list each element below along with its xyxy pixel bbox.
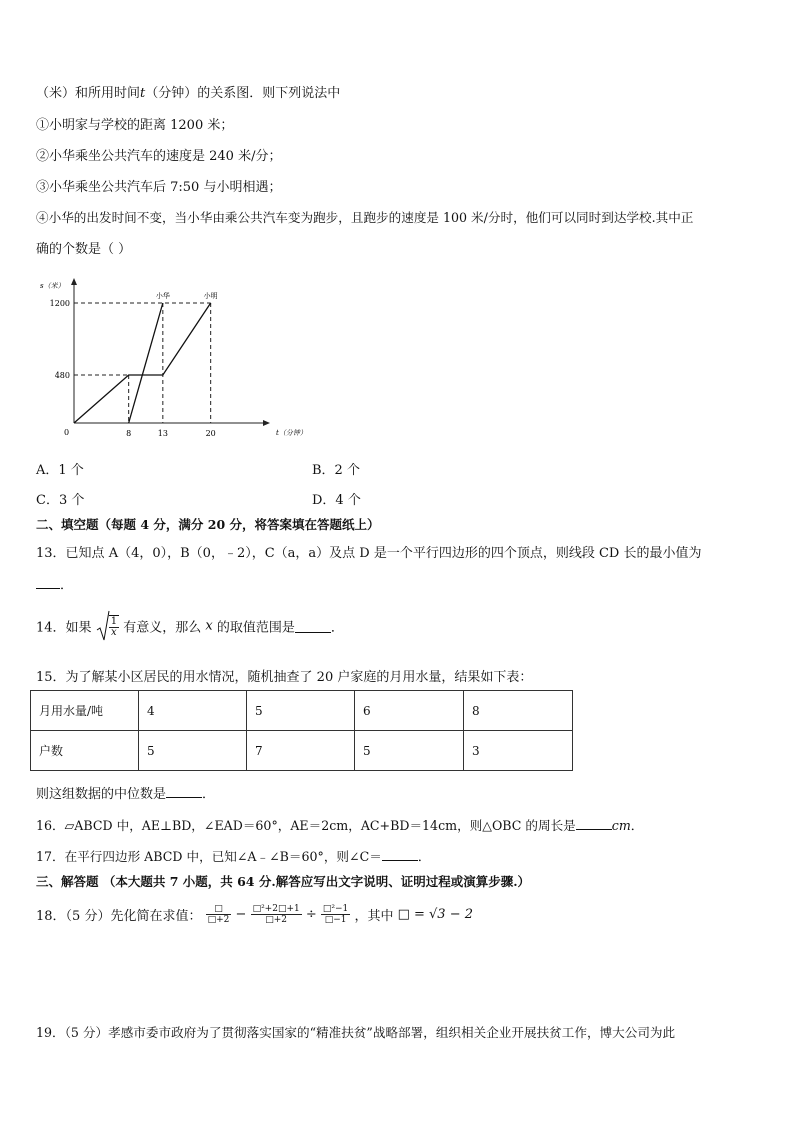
- q13-end: ．: [60, 578, 74, 593]
- series-line-xiaohua: [129, 303, 163, 423]
- q16-end: ．: [630, 818, 644, 833]
- q18-prefix: 18．（5 分）先化简在求值：: [36, 909, 202, 924]
- option-a[interactable]: A．1 个: [36, 463, 84, 478]
- q18-f1-num: □: [206, 904, 232, 915]
- q14-fraction: [109, 615, 119, 638]
- q12-stem-line: [36, 82, 340, 101]
- table-cell: 8: [464, 691, 573, 731]
- series-line-xiaoming: [74, 303, 211, 423]
- q18-div: ÷: [305, 907, 317, 922]
- q13-answer-line: [36, 574, 73, 593]
- table-cell: 5: [139, 731, 247, 771]
- q18-f3-den: □−1: [324, 915, 347, 925]
- q16-answer-blank[interactable]: [576, 817, 612, 830]
- table-cell: 月用水量/吨: [31, 691, 139, 731]
- q12-statement-1: ①小明家与学校的距离 1200 米；: [36, 118, 234, 133]
- q17-text: 17．在平行四边形 ABCD 中，已知∠A﹣∠B＝60°，则∠C＝: [36, 849, 382, 864]
- q12-statement-4-cont: 确的个数是（ ）: [36, 242, 132, 257]
- q18-fraction-1: [206, 904, 232, 925]
- q16-line: [36, 815, 643, 834]
- distance-time-chart: [36, 276, 307, 446]
- x-axis-label: t（分钟）: [276, 429, 307, 437]
- sqrt-expression: [96, 610, 119, 642]
- q14-suffix: 的取值范围是: [212, 620, 295, 636]
- x-tick-label: 8: [126, 429, 132, 438]
- q16-unit: cm: [611, 818, 631, 833]
- y-axis-arrow-icon: [71, 278, 77, 285]
- q12-stem-rest: （分钟）的关系图．则下列说法中: [145, 86, 341, 101]
- radical-sign-icon: [96, 610, 110, 642]
- q13-text-a: 13．已知点: [36, 546, 109, 561]
- x-tick-label: 20: [205, 429, 216, 438]
- q12-statement-2: ②小华乘坐公共汽车的速度是 240 米/分；: [36, 149, 282, 164]
- q12-stem-var: t: [140, 86, 146, 101]
- table-cell: 4: [139, 691, 247, 731]
- table-cell: 3: [464, 731, 573, 771]
- q12-stem-text: （米）和所用时间: [36, 86, 141, 101]
- q14-end: ．: [330, 620, 344, 636]
- q13-answer-blank[interactable]: [36, 576, 60, 589]
- q17-line: [36, 846, 430, 865]
- table-cell: 5: [247, 691, 355, 731]
- q18-f2-den: □+2: [265, 915, 288, 925]
- q13-text: [36, 542, 701, 561]
- table-cell: 6: [355, 691, 464, 731]
- q19-text: 19．（5 分）孝感市委市政府为了贯彻落实国家的“精准扶贫”战略部署，组织相关企业开展扶贫工作，博大公司为此: [36, 1025, 676, 1040]
- q18-minus: −: [235, 907, 247, 922]
- q18-line: [36, 904, 473, 936]
- q14-line: [36, 610, 344, 644]
- q18-fraction-3: [321, 904, 350, 925]
- table-row: [31, 691, 573, 731]
- q18-eq: □ = √3 − 2: [397, 907, 474, 922]
- y-tick-label: 480: [54, 371, 70, 380]
- x-tick-label: 13: [157, 429, 168, 438]
- q18-f1-den: □+2: [207, 915, 230, 925]
- q17-answer-blank[interactable]: [382, 848, 418, 861]
- table-cell: 户数: [31, 731, 139, 771]
- q14-var: x: [205, 618, 213, 634]
- table-row: [31, 731, 573, 771]
- q12-statement-4: ④小华的出发时间不变，当小华由乘公共汽车变为跑步，且跑步的速度是 100 米/分时，他们可以同时到达学校.其中正: [36, 210, 694, 225]
- series-label-xiaoming: 小明: [203, 292, 218, 300]
- series-label-xiaohua: 小华: [155, 292, 170, 300]
- origin-label: 0: [64, 428, 70, 437]
- q15-answer-blank[interactable]: [166, 785, 202, 798]
- q14-frac-den: x: [111, 626, 117, 638]
- y-axis-label: s（米）: [40, 282, 65, 290]
- water-usage-table: [30, 690, 573, 771]
- q14-mid: 有意义，那么: [123, 620, 206, 636]
- y-tick-label: 1200: [49, 299, 70, 308]
- table-cell: 5: [355, 731, 464, 771]
- q13-text-b: A（4，0），B（0，﹣2），C（a，a）及点 D 是一个平行四边形的四个顶点，则线段 CD 长的最小值为: [108, 546, 702, 561]
- q14-frac-num: 1: [110, 615, 118, 627]
- q18-fraction-2: [251, 904, 302, 925]
- q16-text: 16．▱ABCD 中，AE⊥BD，∠EAD＝60°，AE＝2cm，AC+BD＝14cm，则△OBC 的周长是: [36, 818, 576, 833]
- q15-after: [36, 783, 215, 802]
- option-b[interactable]: B．2 个: [312, 463, 360, 478]
- q15-intro: 15．为了解某小区居民的用水情况，随机抽查了 20 户家庭的月用水量，结果如下表：: [36, 670, 533, 685]
- q18-f3-num: □²−1: [322, 904, 349, 914]
- q14-prefix: 14．如果: [36, 620, 92, 636]
- q15-after-text: 则这组数据的中位数是: [36, 787, 167, 802]
- section-2-heading: 二、填空题（每题 4 分，满分 20 分，将答案填在答题纸上）: [36, 517, 380, 532]
- q15-end: ．: [202, 787, 216, 802]
- q12-statement-3: ③小华乘坐公共汽车后 7:50 与小明相遇；: [36, 180, 282, 195]
- q18-f2-num: □²+2□+1: [252, 904, 300, 914]
- option-c[interactable]: C．3 个: [36, 493, 85, 508]
- q17-end: ．: [417, 849, 431, 864]
- q14-answer-blank[interactable]: [295, 620, 331, 633]
- table-cell: 7: [247, 731, 355, 771]
- section-3-heading: 三、解答题 （本大题共 7 小题，共 64 分.解答应写出文字说明、证明过程或演算步骤.）: [36, 874, 531, 889]
- x-axis-arrow-icon: [263, 420, 270, 426]
- option-d[interactable]: D．4 个: [312, 493, 361, 508]
- q18-mid: ，其中: [354, 909, 398, 924]
